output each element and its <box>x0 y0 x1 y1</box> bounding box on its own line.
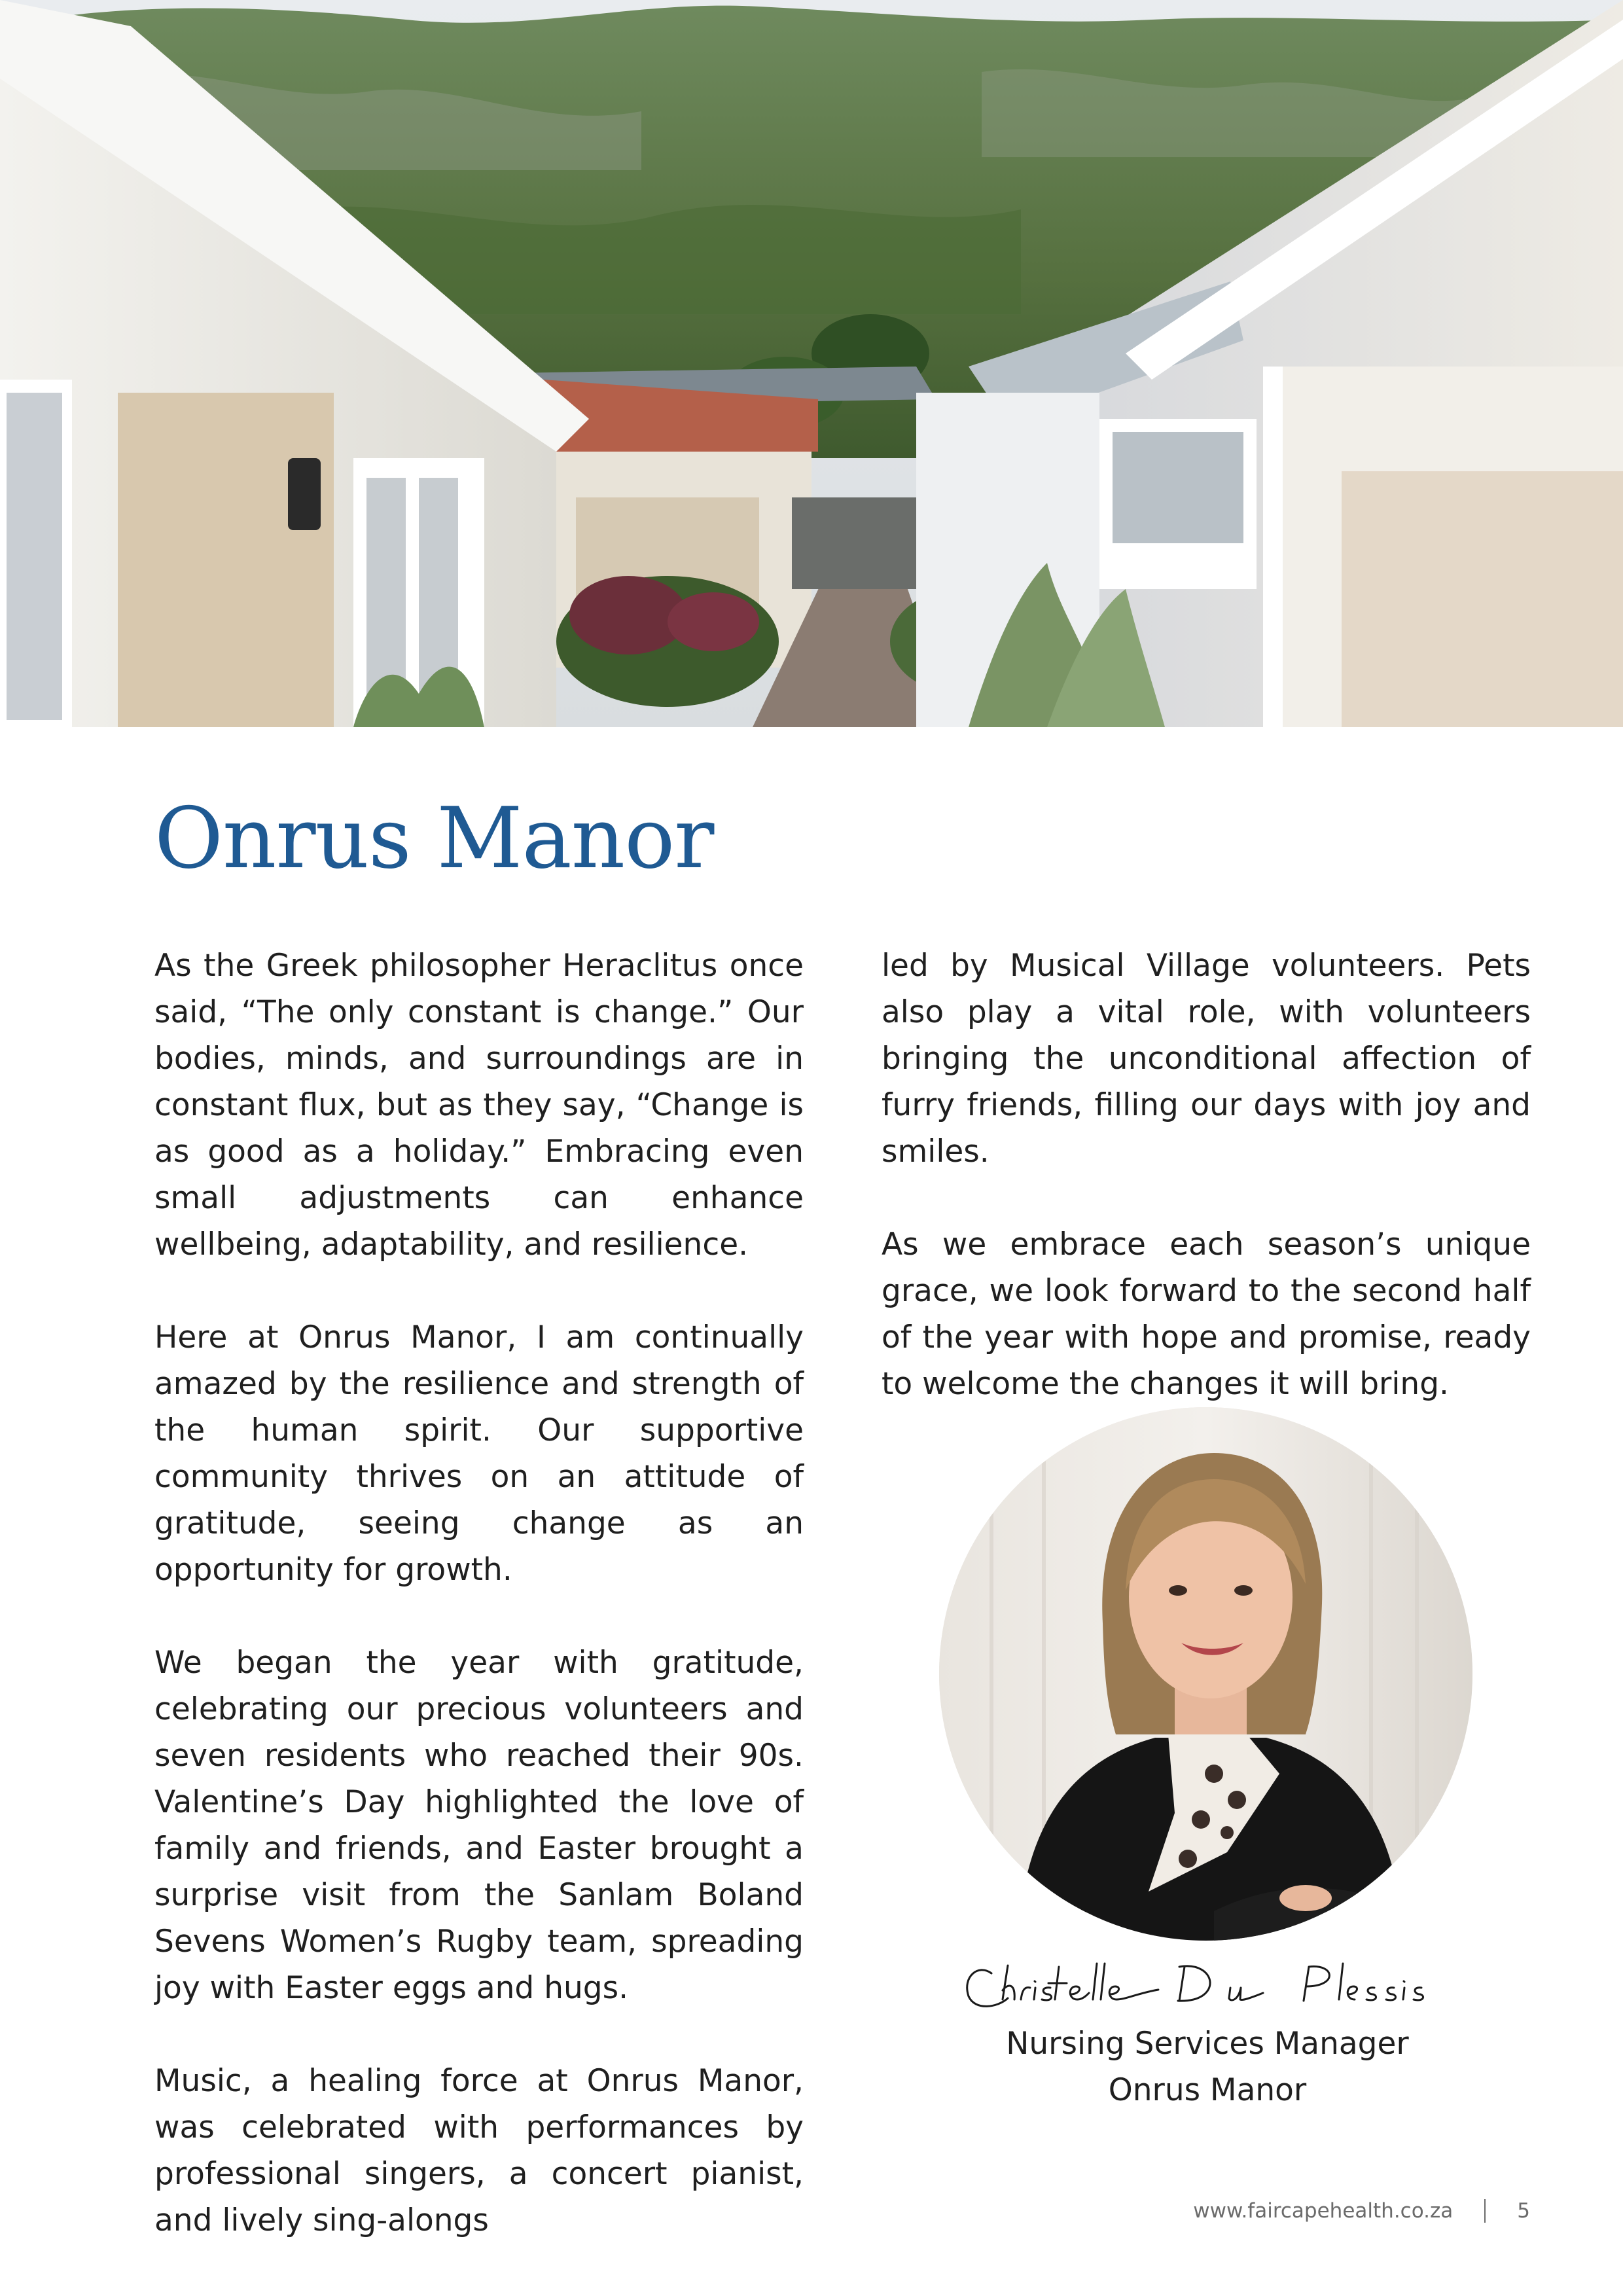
right-column <box>882 942 1531 1454</box>
author-role: Nursing Services Manager <box>1006 2026 1409 2062</box>
signature-illustration <box>942 1947 1472 2019</box>
author-organisation: Onrus Manor <box>1108 2072 1307 2108</box>
author-portrait-illustration <box>939 1407 1472 1941</box>
page-footer <box>1193 2199 1530 2223</box>
signature <box>942 1947 1472 2019</box>
page-title: Onrus Manor <box>154 790 714 888</box>
paragraph: led by Musical Village volunteers. Pets also play a vital role, with volunteers bringing the unconditional affection of furry friends, filling our days with joy and smiles. <box>882 948 1531 1170</box>
hero-photo <box>0 0 1623 727</box>
footer-divider <box>1484 2199 1486 2223</box>
footer-website-link[interactable]: www.faircapehealth.co.za <box>1193 2199 1454 2223</box>
paragraph: As the Greek philosopher Heraclitus once said, “The only constant is change.” Our bodies, minds, and surroundings are in constant flux, but as they say, “Change is as good as a holiday.” Embracing even small adjustments can enhance wellbeing, adaptability, and resilience. <box>154 948 804 1263</box>
left-column <box>154 942 804 2290</box>
hero-photo-illustration <box>0 0 1623 727</box>
paragraph: We began the year with gratitude, celebrating our precious volunteers and seven residents who reached their 90s. Valentine’s Day highlighted the love of family and friends, and Easter brought a surprise visit from the Sanlam Boland Sevens Women’s Rugby team, spreading joy with Easter eggs and hugs. <box>154 1645 804 2006</box>
paragraph: Here at Onrus Manor, I am continually amazed by the resilience and strength of the human spirit. Our supportive community thrives on an attitude of gratitude, seeing change as an opportunity for growth. <box>154 1319 804 1588</box>
paragraph: As we embrace each season’s unique grace, we look forward to the second half of the year with hope and promise, ready to welcome the changes it will bring. <box>882 1227 1531 1402</box>
paragraph: Music, a healing force at Onrus Manor, was celebrated with performances by professional singers, a concert pianist, and lively sing-alongs <box>154 2063 804 2238</box>
author-portrait <box>939 1407 1472 1941</box>
page-number: 5 <box>1517 2199 1530 2223</box>
